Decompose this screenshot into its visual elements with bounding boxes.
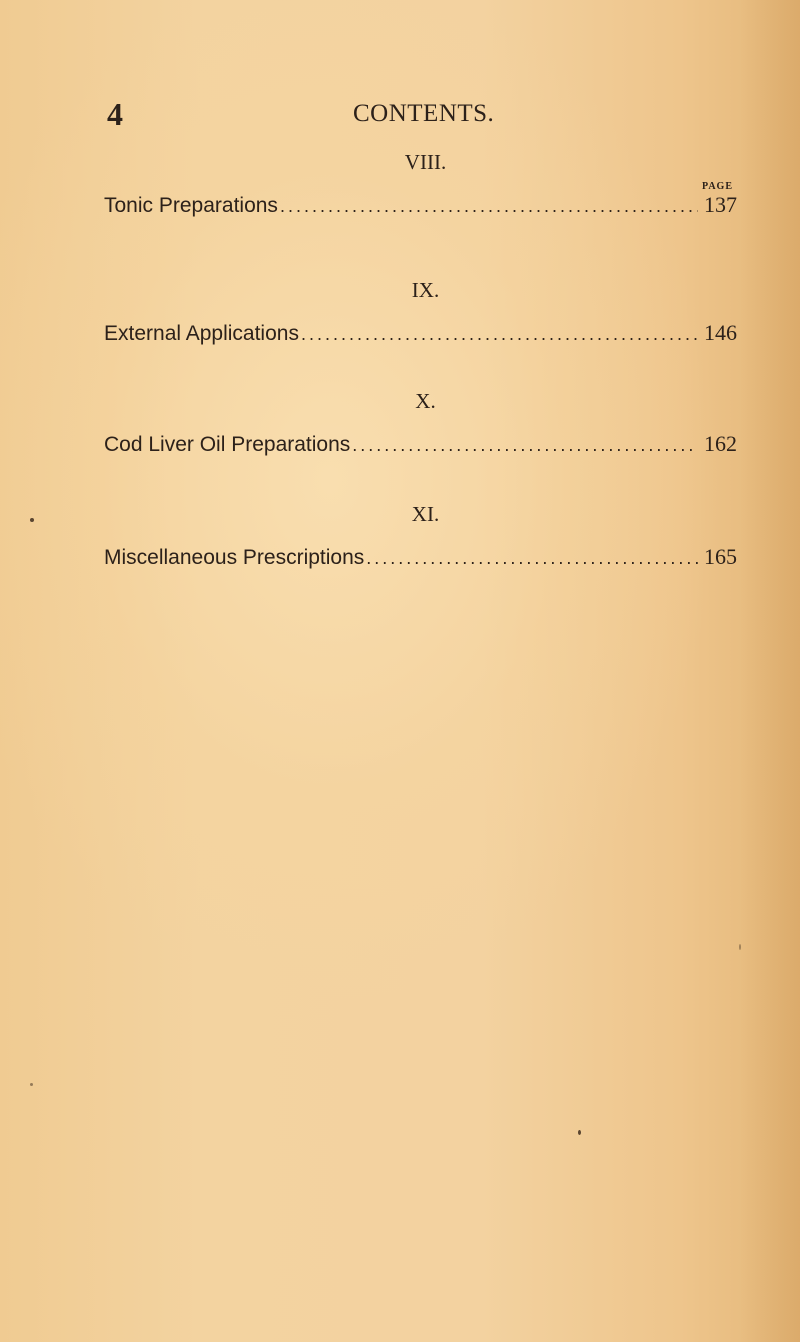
paper-speck bbox=[578, 1130, 581, 1135]
toc-section-viii bbox=[104, 148, 737, 221]
entry-title: Miscellaneous Prescriptions bbox=[104, 546, 365, 569]
entry-page-number: 146 bbox=[704, 320, 737, 345]
dot-leader bbox=[366, 543, 698, 573]
paper-speck bbox=[739, 944, 741, 950]
section-numeral: X. bbox=[415, 389, 436, 413]
dot-leader bbox=[352, 430, 698, 460]
section-numeral: XI. bbox=[411, 502, 440, 526]
toc-section-ix bbox=[104, 276, 737, 349]
page-header bbox=[0, 94, 800, 134]
dot-leader bbox=[301, 319, 698, 349]
toc-entry bbox=[104, 429, 737, 460]
paper-speck bbox=[30, 518, 34, 522]
page-column-label: PAGE bbox=[701, 181, 733, 192]
entry-page-number: 137 bbox=[704, 192, 737, 217]
entry-page-number: 162 bbox=[704, 431, 737, 456]
page-number: 4 bbox=[107, 96, 123, 132]
entry-title: External Applications bbox=[104, 322, 299, 345]
running-title: CONTENTS. bbox=[353, 100, 495, 127]
dot-leader bbox=[280, 191, 698, 221]
entry-title: Tonic Preparations bbox=[104, 194, 278, 217]
toc-section-xi bbox=[104, 500, 737, 573]
toc-entry bbox=[104, 190, 737, 221]
page-edge-shading bbox=[740, 0, 800, 1342]
toc-section-x bbox=[104, 387, 737, 460]
entry-title: Cod Liver Oil Preparations bbox=[104, 433, 351, 456]
entry-page-number: 165 bbox=[704, 544, 737, 569]
toc-entry bbox=[104, 318, 737, 349]
paper-speck bbox=[30, 1083, 33, 1086]
section-numeral: VIII. bbox=[404, 150, 447, 174]
toc-entry bbox=[104, 542, 737, 573]
section-numeral: IX. bbox=[411, 278, 440, 302]
